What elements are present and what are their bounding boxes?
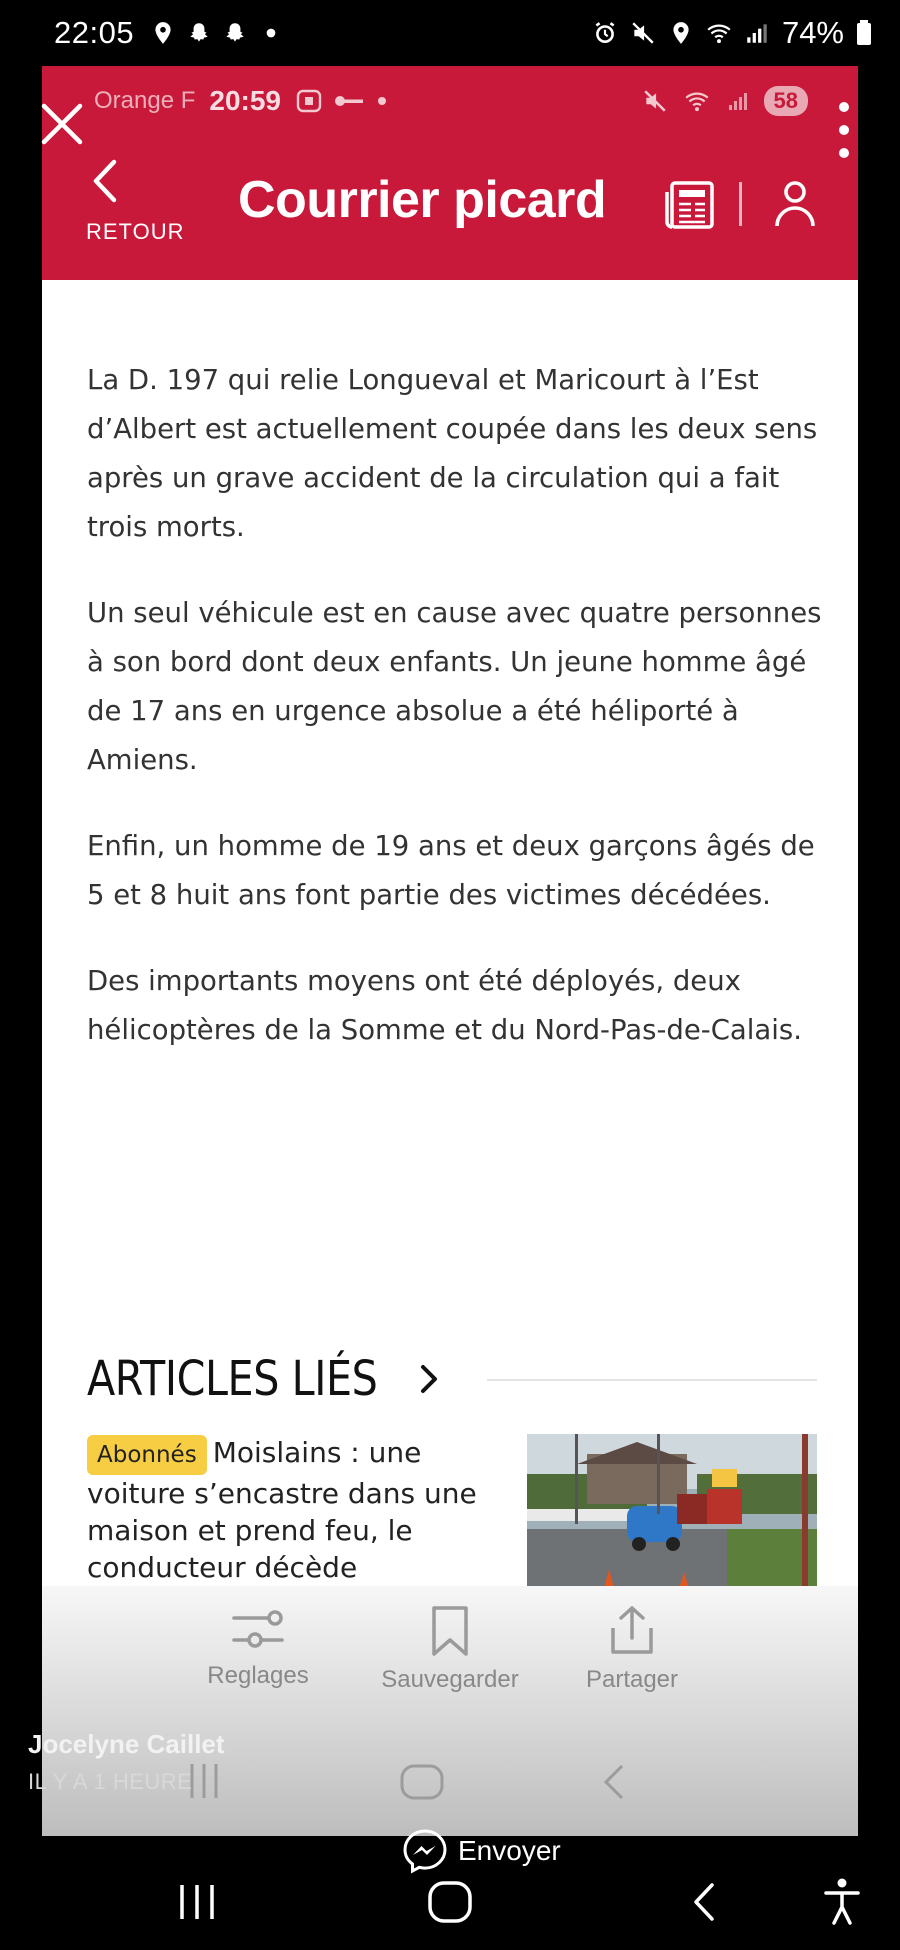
snapchat-icon bbox=[186, 20, 212, 46]
save-label: Sauvegarder bbox=[381, 1666, 519, 1693]
screenshot-icon bbox=[295, 88, 323, 114]
back-label: RETOUR bbox=[86, 219, 185, 244]
battery-badge: 58 bbox=[764, 86, 808, 116]
status-time: 22:05 bbox=[54, 15, 135, 50]
send-label: Envoyer bbox=[458, 1835, 561, 1866]
brand-logo: Courrier picard bbox=[238, 171, 607, 229]
message-timestamp: IL Y A 1 HEURE bbox=[28, 1769, 193, 1794]
recent-apps-icon[interactable] bbox=[182, 1885, 212, 1919]
status-bar bbox=[0, 0, 900, 66]
share-label: Partager bbox=[585, 1666, 679, 1693]
battery-level: 74% bbox=[781, 15, 844, 50]
chevron-right-icon bbox=[415, 1362, 443, 1396]
signal-icon bbox=[726, 88, 750, 114]
location-icon bbox=[150, 20, 176, 46]
system-navigation-bar bbox=[0, 1855, 900, 1950]
back-icon[interactable] bbox=[696, 1885, 712, 1919]
related-article-card[interactable] bbox=[87, 1434, 827, 1604]
bookmark-icon bbox=[428, 1604, 472, 1658]
article-paragraph: Des importants moyens ont été déployés, deux hélicoptères de la Somme et du Nord-Pas-de-Calais. bbox=[87, 965, 802, 1046]
article-body bbox=[87, 356, 827, 1092]
accessibility-icon[interactable] bbox=[826, 1879, 858, 1924]
related-article-headline: Moislains : une voiture s’encastre dans une maison et prend feu, le conducteur décède bbox=[87, 1436, 477, 1584]
more-options-icon[interactable] bbox=[834, 102, 854, 158]
alarm-icon bbox=[592, 20, 618, 46]
carrier-name: Orange F bbox=[94, 87, 196, 114]
wifi-icon bbox=[706, 20, 732, 46]
dot-icon bbox=[375, 94, 389, 108]
settings-label: Reglages bbox=[207, 1662, 309, 1689]
mute-icon bbox=[630, 20, 656, 46]
subscriber-badge: Abonnés bbox=[87, 1435, 207, 1475]
related-article-thumbnail bbox=[527, 1434, 817, 1596]
inner-status-bar bbox=[42, 66, 858, 136]
sliders-icon bbox=[230, 1604, 286, 1654]
save-button[interactable] bbox=[350, 1604, 550, 1694]
header-divider bbox=[739, 182, 742, 226]
share-icon bbox=[607, 1604, 657, 1658]
section-divider bbox=[487, 1379, 817, 1381]
chevron-left-icon bbox=[86, 156, 126, 206]
mute-icon bbox=[642, 88, 668, 114]
wifi-icon bbox=[682, 88, 712, 114]
newspaper-icon[interactable] bbox=[664, 178, 718, 232]
inner-time: 20:59 bbox=[209, 85, 282, 116]
settings-button[interactable] bbox=[158, 1604, 358, 1690]
bottom-toolbar bbox=[42, 1604, 858, 1724]
article-paragraph: Un seul véhicule est en cause avec quatre personnes à son bord dont deux enfants. Un jeune homme âgé de 17 ans en urgence absolue a été héliporté à Amiens. bbox=[87, 597, 822, 776]
close-icon[interactable] bbox=[34, 96, 90, 152]
app-header bbox=[42, 66, 858, 280]
dot-icon bbox=[258, 20, 284, 46]
article-paragraph: La D. 197 qui relie Longueval et Maricourt à l’Est d’Albert est actuellement coupée dans les deux sens après un grave accident de la circulation qui a fait trois morts. bbox=[87, 364, 818, 543]
key-icon bbox=[333, 91, 365, 111]
back-button[interactable] bbox=[86, 156, 196, 266]
signal-icon bbox=[744, 20, 770, 46]
sender-name: Jocelyne Caillet bbox=[28, 1729, 225, 1759]
share-button[interactable] bbox=[532, 1604, 732, 1694]
snapchat-icon bbox=[222, 20, 248, 46]
location-icon bbox=[668, 20, 694, 46]
home-icon[interactable] bbox=[430, 1883, 470, 1921]
shared-screenshot bbox=[28, 66, 858, 1866]
related-articles-title: ARTICLES LIÉS bbox=[87, 1351, 378, 1407]
article-paragraph: Enfin, un homme de 19 ans et deux garçons âgés de 5 et 8 huit ans font partie des victimes décédées. bbox=[87, 830, 815, 911]
user-account-icon[interactable] bbox=[772, 178, 818, 230]
related-articles-heading[interactable] bbox=[87, 1351, 443, 1407]
battery-icon bbox=[856, 20, 872, 46]
